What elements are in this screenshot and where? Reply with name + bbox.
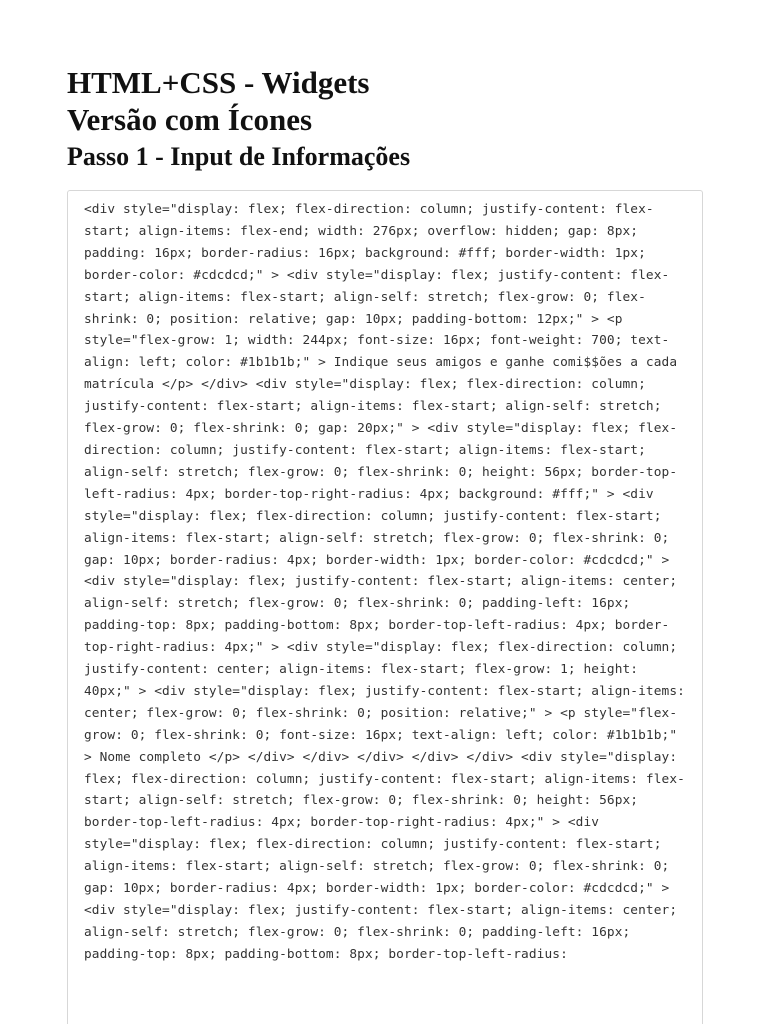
document-title: HTML+CSS - Widgets	[67, 65, 370, 100]
title-block	[67, 64, 701, 175]
code-block	[67, 190, 703, 1024]
section-heading: Passo 1 - Input de Informações	[67, 142, 411, 171]
document-subtitle: Versão com Ícones	[67, 102, 313, 137]
code-text: <div style="display: flex; flex-direction: column; justify-content: flex-start; align-items: flex-end; width: 276px; overflow: hidden; gap: 8px; padding: 16px; border-radius: 16px; background: #fff; border-width: 1px; border-color: #cdcdcd;" > <div style="display: flex; justify-content: flex-start; align-items: flex-start; align-self: stretch; flex-grow: 0; flex-shrink: 0; position: relative; gap: 10px; padding-bottom: 12px;" > <p style="flex-grow: 1; width: 244px; font-size: 16px; font-weight: 700; text-align: left; color: #1b1b1b;" > Indique seus amigos e ganhe comi$$ões a cada matrícula </p> </div> <div style="display: flex; flex-direction: column; justify-content: flex-start; align-items: flex-start; align-self: stretch; flex-grow: 0; flex-shrink: 0; gap: 20px;" > <div style="display: flex; flex-direction: column; justify-content: flex-start; align-items: flex-start; align-self: stretch; flex-grow: 0; flex-shrink: 0; height: 56px; border-top-left-radius: 4px; border-top-right-radius: 4px; background: #fff;" > <div style="display: flex; flex-direction: column; justify-content: flex-start; align-items: flex-start; align-self: stretch; flex-grow: 0; flex-shrink: 0; gap: 10px; border-radius: 4px; border-width: 1px; border-color: #cdcdcd;" > <div style="display: flex; justify-content: flex-start; align-items: center; align-self: stretch; flex-grow: 0; flex-shrink: 0; padding-left: 16px; padding-top: 8px; padding-bottom: 8px; border-top-left-radius: 4px; border-top-right-radius: 4px;" > <div style="display: flex; flex-direction: column; justify-content: center; align-items: flex-start; flex-grow: 1; height: 40px;" > <div style="display: flex; justify-content: flex-start; align-items: center; flex-grow: 0; flex-shrink: 0; position: relative;" > <p style="flex-grow: 0; flex-shrink: 0; font-size: 16px; text-align: left; color: #1b1b1b;" > Nome completo </p> </div> </div> </div> </div> </div> <div style="display: flex; flex-direction: column; justify-content: flex-start; align-items: flex-start; align-self: stretch; flex-grow: 0; flex-shrink: 0; height: 56px; border-top-left-radius: 4px; border-top-right-radius: 4px;" > <div style="display: flex; flex-direction: column; justify-content: flex-start; align-items: flex-start; align-self: stretch; flex-grow: 0; flex-shrink: 0; gap: 10px; border-radius: 4px; border-width: 1px; border-color: #cdcdcd;" > <div style="display: flex; justify-content: flex-start; align-items: center; align-self: stretch; flex-grow: 0; flex-shrink: 0; padding-left: 16px; padding-top: 8px; padding-bottom: 8px; border-top-left-radius:	[84, 202, 693, 962]
